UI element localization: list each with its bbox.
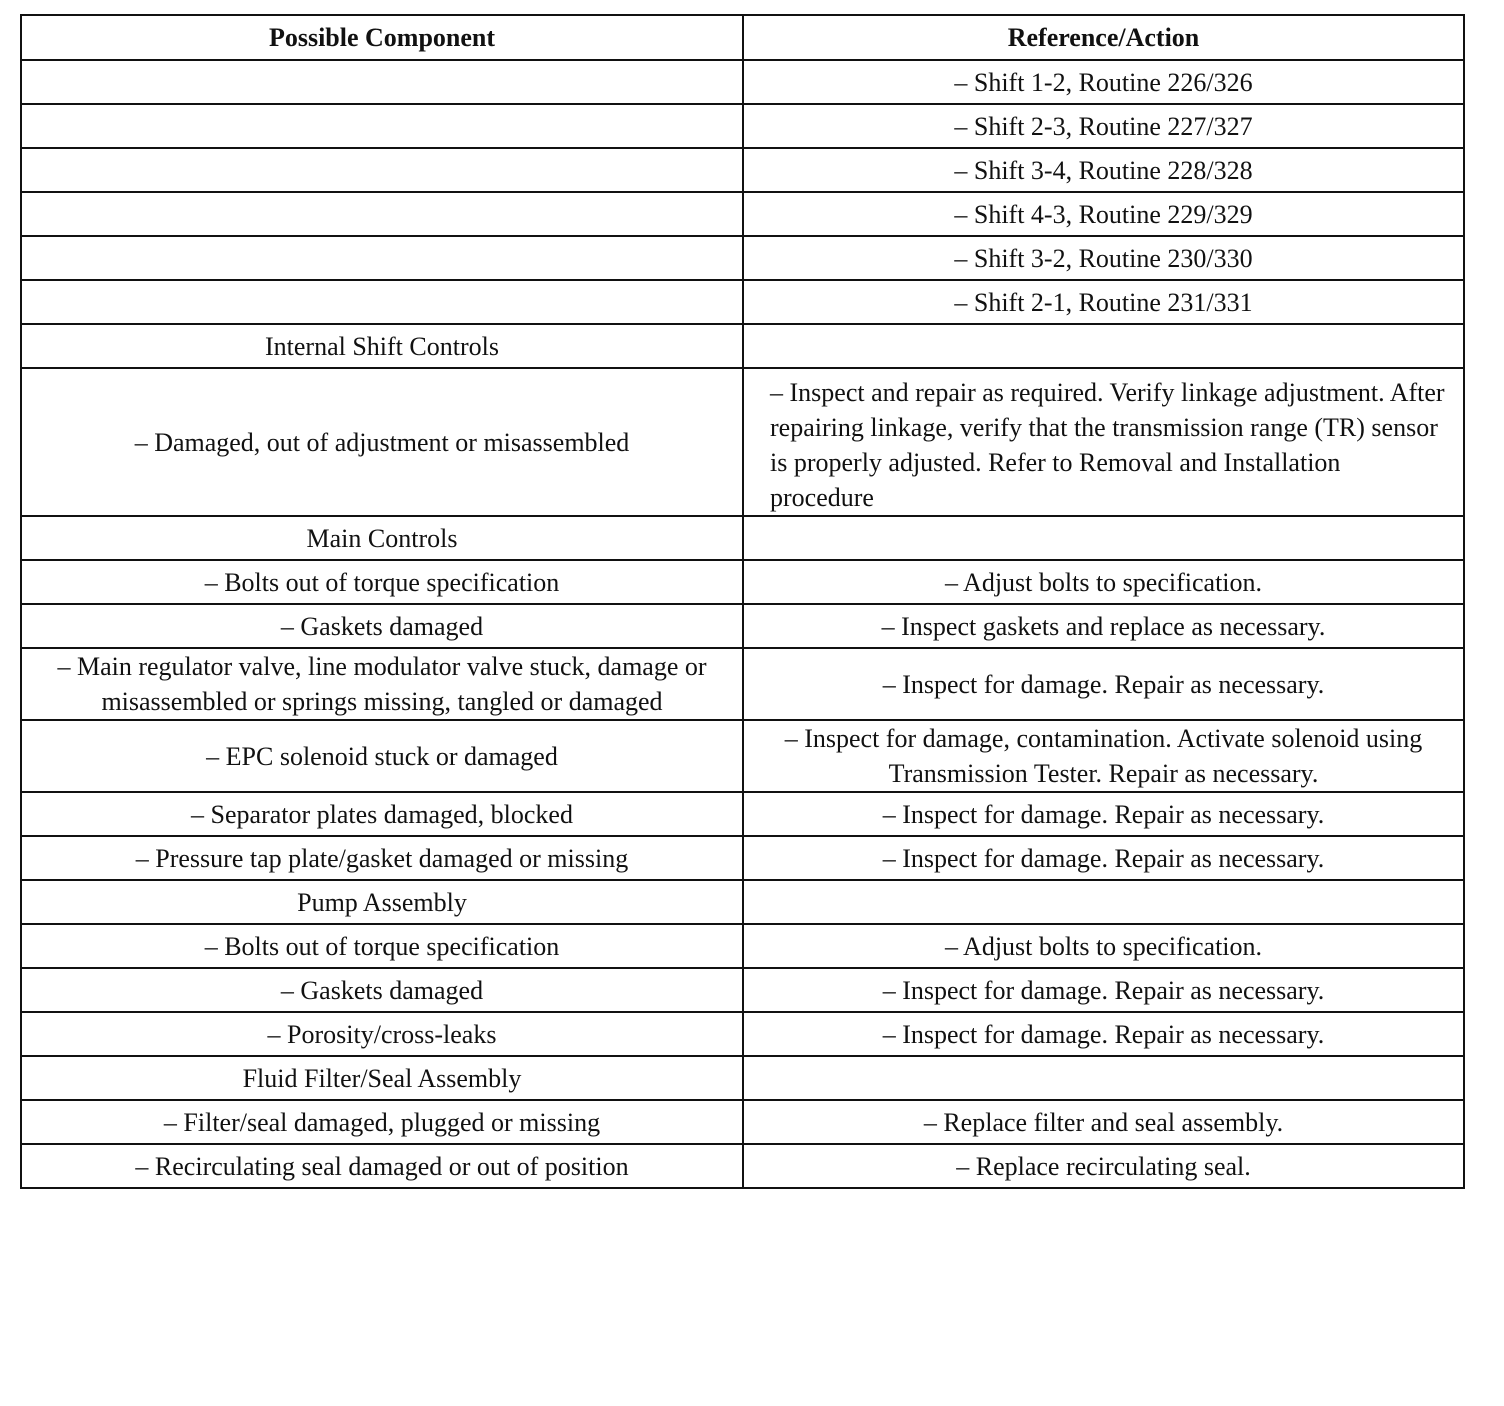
table-row	[21, 924, 1464, 968]
table-row	[21, 280, 1464, 324]
action-cell	[743, 880, 1464, 924]
table-row	[21, 192, 1464, 236]
action-cell: – Replace filter and seal assembly.	[743, 1100, 1464, 1144]
action-cell: – Shift 2-3, Routine 227/327	[743, 104, 1464, 148]
component-cell	[21, 104, 743, 148]
section-row	[21, 324, 1464, 368]
action-cell: – Inspect for damage. Repair as necessary.	[743, 792, 1464, 836]
component-cell	[21, 236, 743, 280]
action-cell: – Adjust bolts to specification.	[743, 560, 1464, 604]
action-cell: – Shift 3-4, Routine 228/328	[743, 148, 1464, 192]
action-cell: – Replace recirculating seal.	[743, 1144, 1464, 1188]
component-cell: – Bolts out of torque specification	[21, 924, 743, 968]
component-cell	[21, 280, 743, 324]
component-cell: – Filter/seal damaged, plugged or missing	[21, 1100, 743, 1144]
action-cell: – Inspect for damage. Repair as necessary.	[743, 836, 1464, 880]
component-cell: – Separator plates damaged, blocked	[21, 792, 743, 836]
table-row	[21, 836, 1464, 880]
section-row	[21, 516, 1464, 560]
table-row	[21, 560, 1464, 604]
table-row	[21, 648, 1464, 720]
table-row	[21, 968, 1464, 1012]
component-cell: – EPC solenoid stuck or damaged	[21, 720, 743, 792]
action-cell: – Inspect and repair as required. Verify linkage adjustment. After repairing linkage, verify that the transmission range (TR) sensor is properly adjusted. Refer to Removal and Installation procedure	[743, 368, 1464, 516]
action-cell: – Inspect for damage. Repair as necessary.	[743, 1012, 1464, 1056]
action-cell	[743, 324, 1464, 368]
table-row	[21, 60, 1464, 104]
action-cell: – Inspect for damage. Repair as necessary.	[743, 968, 1464, 1012]
component-cell	[21, 148, 743, 192]
section-row	[21, 1056, 1464, 1100]
section-title: Internal Shift Controls	[21, 324, 743, 368]
table-row	[21, 1012, 1464, 1056]
table-row	[21, 792, 1464, 836]
action-cell: – Inspect for damage, contamination. Activate solenoid using Transmission Tester. Repair as necessary.	[743, 720, 1464, 792]
component-cell	[21, 60, 743, 104]
section-title: Pump Assembly	[21, 880, 743, 924]
table-row	[21, 1144, 1464, 1188]
table-row	[21, 720, 1464, 792]
table-row	[21, 368, 1464, 516]
section-title: Main Controls	[21, 516, 743, 560]
table-row	[21, 236, 1464, 280]
component-cell: – Recirculating seal damaged or out of position	[21, 1144, 743, 1188]
component-cell: – Damaged, out of adjustment or misassembled	[21, 368, 743, 516]
table-row	[21, 604, 1464, 648]
action-cell: – Shift 3-2, Routine 230/330	[743, 236, 1464, 280]
action-cell: – Inspect for damage. Repair as necessary.	[743, 648, 1464, 720]
column-header-component: Possible Component	[21, 15, 743, 60]
action-cell: – Shift 1-2, Routine 226/326	[743, 60, 1464, 104]
table-row	[21, 104, 1464, 148]
column-header-action: Reference/Action	[743, 15, 1464, 60]
component-cell: – Main regulator valve, line modulator valve stuck, damage or misassembled or springs missing, tangled or damaged	[21, 648, 743, 720]
component-cell: – Pressure tap plate/gasket damaged or missing	[21, 836, 743, 880]
component-cell	[21, 192, 743, 236]
table-row	[21, 1100, 1464, 1144]
diagnostic-table	[20, 14, 1465, 1189]
action-cell: – Inspect gaskets and replace as necessary.	[743, 604, 1464, 648]
header-row	[21, 15, 1464, 60]
component-cell: – Porosity/cross-leaks	[21, 1012, 743, 1056]
component-cell: – Gaskets damaged	[21, 968, 743, 1012]
section-title: Fluid Filter/Seal Assembly	[21, 1056, 743, 1100]
action-cell	[743, 1056, 1464, 1100]
component-cell: – Gaskets damaged	[21, 604, 743, 648]
component-cell: – Bolts out of torque specification	[21, 560, 743, 604]
action-cell: – Shift 4-3, Routine 229/329	[743, 192, 1464, 236]
action-cell	[743, 516, 1464, 560]
action-cell: – Shift 2-1, Routine 231/331	[743, 280, 1464, 324]
action-cell: – Adjust bolts to specification.	[743, 924, 1464, 968]
table-row	[21, 148, 1464, 192]
section-row	[21, 880, 1464, 924]
